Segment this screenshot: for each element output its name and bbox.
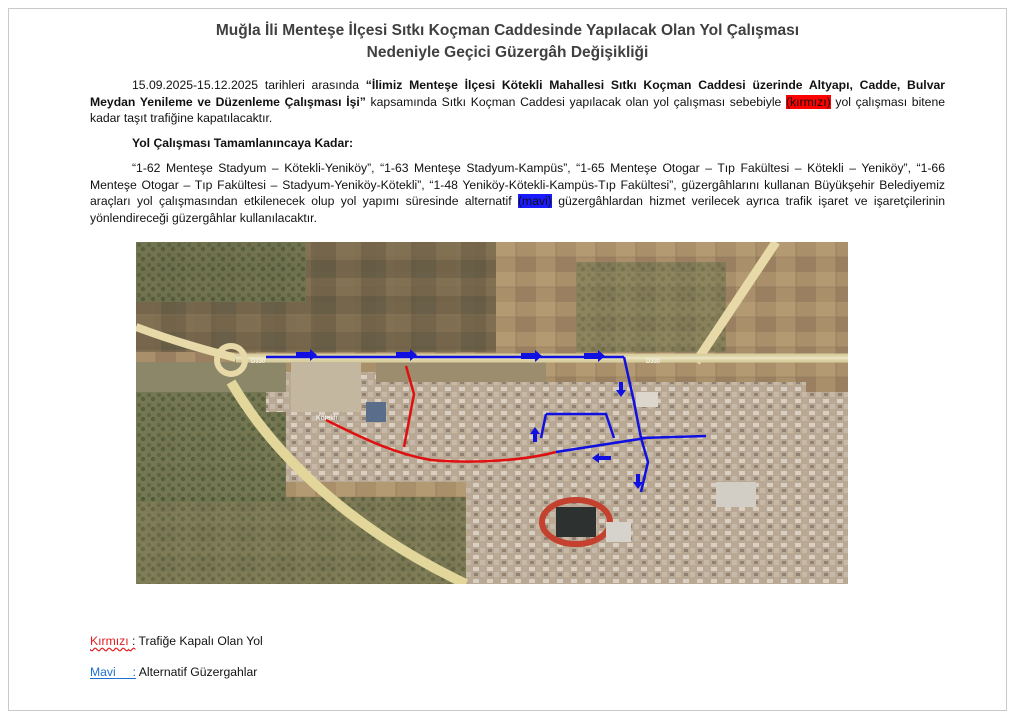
legend-red-sep: : bbox=[128, 634, 136, 648]
date-range: 15.09.2025-15.12.2025 tarihleri arasında bbox=[132, 78, 366, 92]
intro-text-end: yol çalışması bitene kadar taşıt trafiğine kapatılacaktır. bbox=[90, 94, 945, 125]
legend-blue-desc: Alternatif Güzergahlar bbox=[136, 665, 258, 679]
legend-blue-sep: : bbox=[115, 665, 137, 679]
document-title bbox=[0, 20, 1015, 64]
intro-paragraph bbox=[90, 77, 945, 127]
intro-text: kapsamında Sıtkı Koçman Caddesi yapılacak olan yol çalışması sebebiyle bbox=[365, 94, 786, 109]
legend-red-desc: Trafiğe Kapalı Olan Yol bbox=[135, 634, 263, 648]
place-label: Kötekli bbox=[316, 415, 338, 422]
subheading: Yol Çalışması Tamamlanıncaya Kadar: bbox=[132, 136, 354, 150]
red-highlight: (kırmızı) bbox=[786, 94, 831, 109]
routes-text-end: güzergâhlardan hizmet verilecek ayrıca trafik işaret ve işaretçilerinin yönlendireceği güzergâhlar kullanılacaktır. bbox=[90, 194, 945, 225]
routes-text: “1-62 Menteşe Stadyum – Kötekli-Yeniköy”, “1-63 Menteşe Stadyum-Kampüs”, “1-65 Menteşe Otogar – Tıp Fakültesi – Kötekli – Yeniköy”, “1-66 Menteşe Otogar – Tıp Fakültesi – Stadyum-Yeniköy-Kötekli”, “1-48 Yeniköy-Kötekli-Kampüs-Tıp Fakültesi”, güzergâhlarını kullanan Büyükşehir Belediyemiz araçları yol çalışmasından etkilenecek olup yol yapımı süresinde alternatif bbox=[90, 161, 945, 208]
road-label-2: D330 bbox=[646, 359, 661, 365]
route-map bbox=[136, 242, 848, 584]
routes-paragraph bbox=[90, 160, 945, 226]
legend-blue-label: Mavi bbox=[90, 665, 116, 679]
project-name: “İlimiz Menteşe İlçesi Kötekli Mahallesi Sıtkı Koçman Caddesi üzerinde Altyapı, Cadde, Bulvar Meydan Yenileme ve Düzenleme Çalışması İşi” bbox=[90, 78, 945, 109]
legend-blue bbox=[90, 665, 257, 679]
title-line-2: Nedeniyle Geçici Güzergâh Değişikliği bbox=[366, 44, 649, 61]
road-label-1: D330 bbox=[251, 359, 266, 365]
title-line-1: Muğla İli Menteşe İlçesi Sıtkı Koçman Caddesinde Yapılacak Olan Yol Çalışması bbox=[215, 22, 800, 39]
legend-red-label: Kırmızı bbox=[90, 634, 129, 648]
legend-red bbox=[90, 634, 263, 648]
satellite-map-image bbox=[136, 242, 848, 584]
blue-highlight: (mavi) bbox=[518, 194, 552, 208]
